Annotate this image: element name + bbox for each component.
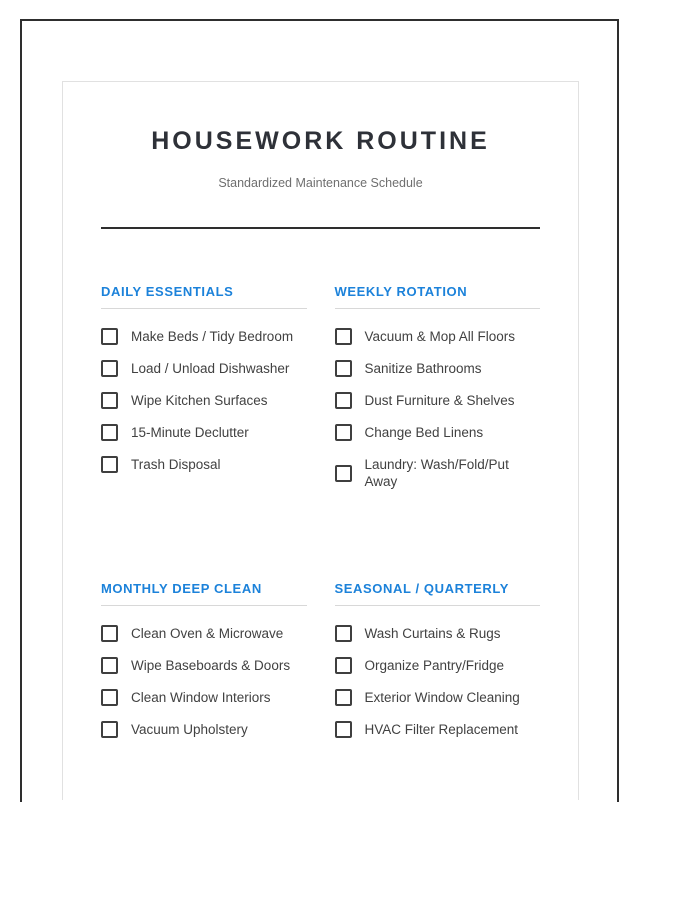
checkbox[interactable] [101, 456, 118, 473]
checkbox[interactable] [101, 392, 118, 409]
checklist-item[interactable] [101, 721, 307, 738]
checkbox[interactable] [335, 360, 352, 377]
checklist-item-label: Make Beds / Tidy Bedroom [131, 329, 294, 344]
checklist-item[interactable] [335, 657, 541, 674]
checklist-item[interactable] [335, 360, 541, 377]
checkbox[interactable] [101, 424, 118, 441]
checkbox[interactable] [335, 328, 352, 345]
checkbox[interactable] [101, 328, 118, 345]
checklist-item-label: Vacuum & Mop All Floors [364, 329, 516, 344]
checklist-item[interactable] [335, 689, 541, 706]
checklist-item-label: Clean Window Interiors [131, 690, 271, 705]
checklist-item-label: Dust Furniture & Shelves [364, 393, 515, 408]
checklist-item[interactable] [335, 721, 541, 738]
checkbox[interactable] [335, 465, 352, 482]
checklist-item-label: Load / Unload Dishwasher [131, 361, 290, 376]
checklist-item-label: Wash Curtains & Rugs [364, 626, 501, 641]
checkbox[interactable] [335, 625, 352, 642]
checklist-item[interactable] [101, 424, 307, 441]
header-divider [101, 227, 540, 229]
checklist-item[interactable] [101, 392, 307, 409]
section-daily-essentials [101, 285, 307, 505]
checklist-item-label: HVAC Filter Replacement [364, 722, 519, 737]
checklist-item-label: Wipe Baseboards & Doors [131, 658, 291, 673]
checklist-item-label: Sanitize Bathrooms [364, 361, 482, 376]
section-items [335, 328, 541, 490]
checklist-item-label: Laundry: Wash/Fold/Put Away [364, 457, 509, 489]
section-weekly-rotation [335, 285, 541, 505]
checklist-item-label: Change Bed Linens [364, 425, 484, 440]
checklist-item[interactable] [335, 392, 541, 409]
page-subtitle: Standardized Maintenance Schedule [218, 176, 423, 190]
checklist-card [62, 81, 579, 800]
section-heading: WEEKLY ROTATION [335, 285, 541, 309]
checklist-item[interactable] [101, 657, 307, 674]
sections-grid [101, 285, 540, 753]
checklist-item[interactable] [101, 360, 307, 377]
checklist-item-label: Trash Disposal [131, 457, 221, 472]
outer-frame [20, 19, 619, 802]
checklist-item-label: Organize Pantry/Fridge [364, 658, 505, 673]
checklist-item[interactable] [101, 689, 307, 706]
checklist-item[interactable] [335, 424, 541, 441]
checklist-item-label: 15-Minute Declutter [131, 425, 249, 440]
checklist-item-label: Exterior Window Cleaning [364, 690, 520, 705]
checkbox[interactable] [335, 657, 352, 674]
checklist-item-label: Vacuum Upholstery [131, 722, 248, 737]
checkbox[interactable] [335, 424, 352, 441]
checklist-item[interactable] [335, 625, 541, 642]
checkbox[interactable] [101, 657, 118, 674]
section-monthly-deep-clean [101, 582, 307, 753]
checkbox[interactable] [101, 360, 118, 377]
checkbox[interactable] [335, 721, 352, 738]
section-items [101, 625, 307, 738]
checklist-item[interactable] [101, 328, 307, 345]
checklist-item[interactable] [101, 456, 307, 473]
checkbox[interactable] [101, 625, 118, 642]
section-seasonal-quarterly [335, 582, 541, 753]
checklist-item-label: Wipe Kitchen Surfaces [131, 393, 268, 408]
checkbox[interactable] [101, 689, 118, 706]
section-items [101, 328, 307, 473]
page-title: HOUSEWORK ROUTINE [151, 127, 490, 155]
checkbox[interactable] [335, 392, 352, 409]
checklist-item[interactable] [335, 456, 541, 490]
checkbox[interactable] [335, 689, 352, 706]
checklist-item[interactable] [335, 328, 541, 345]
checkbox[interactable] [101, 721, 118, 738]
section-heading: DAILY ESSENTIALS [101, 285, 307, 309]
section-heading: SEASONAL / QUARTERLY [335, 582, 541, 606]
checklist-item-label: Clean Oven & Microwave [131, 626, 284, 641]
checklist-item[interactable] [101, 625, 307, 642]
section-heading: MONTHLY DEEP CLEAN [101, 582, 307, 606]
section-items [335, 625, 541, 738]
